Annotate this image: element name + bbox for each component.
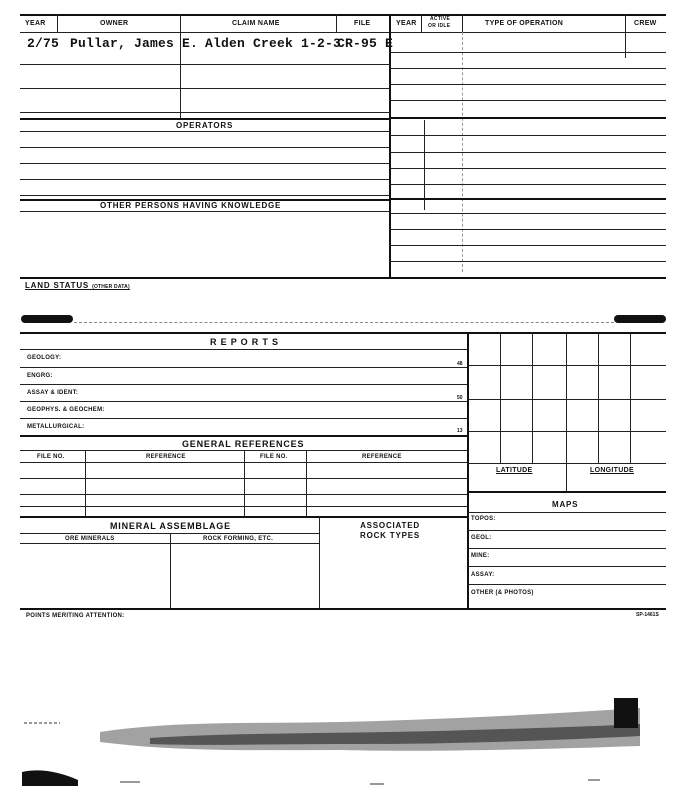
general-references-heading: GENERAL REFERENCES: [182, 439, 305, 449]
maps-mine: MINE:: [471, 553, 490, 559]
longitude-label: LONGITUDE: [590, 467, 634, 474]
report-geology-num: 48: [457, 361, 463, 367]
land-status-label: LAND STATUS: [25, 281, 90, 290]
maps-other: OTHER (& PHOTOS): [471, 590, 534, 596]
ink-blot-right: [614, 315, 666, 323]
maps-heading: MAPS: [552, 500, 579, 509]
points-meriting-heading: POINTS MERITING ATTENTION:: [26, 613, 125, 619]
entry-year: 2/75: [27, 36, 60, 51]
report-metallurgical-num: 13: [457, 428, 463, 434]
latitude-label: LATITUDE: [496, 467, 533, 474]
col-crew: CREW: [634, 20, 657, 27]
ref-file-no-2: FILE NO.: [260, 454, 288, 460]
col-claim-name: CLAIM NAME: [232, 20, 280, 27]
col-year: YEAR: [25, 20, 46, 27]
associated-rock-types-heading: ASSOCIATED ROCK TYPES: [360, 521, 421, 540]
reports-heading: R E P O R T S: [210, 337, 279, 347]
entry-file: CR-95 E: [337, 36, 394, 51]
scan-blot-bottom: [22, 770, 78, 786]
col-or-idle: OR IDLE: [428, 23, 451, 29]
operators-heading: OPERATORS: [176, 121, 234, 130]
report-assay-num: 50: [457, 395, 463, 401]
maps-assay: ASSAY:: [471, 572, 495, 578]
ref-reference-2: REFERENCE: [362, 454, 402, 460]
ref-reference: REFERENCE: [146, 454, 186, 460]
rock-forming-label: ROCK FORMING, ETC.: [203, 536, 274, 542]
report-assay: ASSAY & IDENT:: [27, 390, 79, 396]
report-metallurgical: METALLURGICAL:: [27, 424, 85, 430]
maps-geol: GEOL:: [471, 535, 492, 541]
scan-noise: [0, 680, 678, 810]
entry-owner: Pullar, James E.: [70, 36, 199, 51]
entry-claim: Alden Creek 1-2-3: [205, 36, 342, 51]
form-code: SP-1461S: [636, 612, 659, 618]
report-geophys: GEOPHYS. & GEOCHEM:: [27, 407, 105, 413]
ink-blot-left: [21, 315, 73, 323]
ore-minerals-label: ORE MINERALS: [65, 536, 115, 542]
land-status-heading: [25, 281, 130, 290]
col-active: ACTIVE: [430, 16, 451, 22]
col-type-of-operation: TYPE OF OPERATION: [485, 20, 564, 27]
col-year-2: YEAR: [396, 20, 417, 27]
mineral-assemblage-heading: MINERAL ASSEMBLAGE: [110, 521, 231, 531]
report-geology: GEOLOGY:: [27, 355, 62, 361]
maps-topos: TOPOS:: [471, 516, 496, 522]
col-owner: OWNER: [100, 20, 129, 27]
other-persons-heading: OTHER PERSONS HAVING KNOWLEDGE: [100, 201, 282, 210]
scan-square: [614, 698, 638, 728]
col-file: FILE: [354, 20, 371, 27]
land-status-sub: (OTHER DATA): [92, 284, 130, 290]
report-engrg: ENGRG:: [27, 373, 53, 379]
ref-file-no: FILE NO.: [37, 454, 65, 460]
